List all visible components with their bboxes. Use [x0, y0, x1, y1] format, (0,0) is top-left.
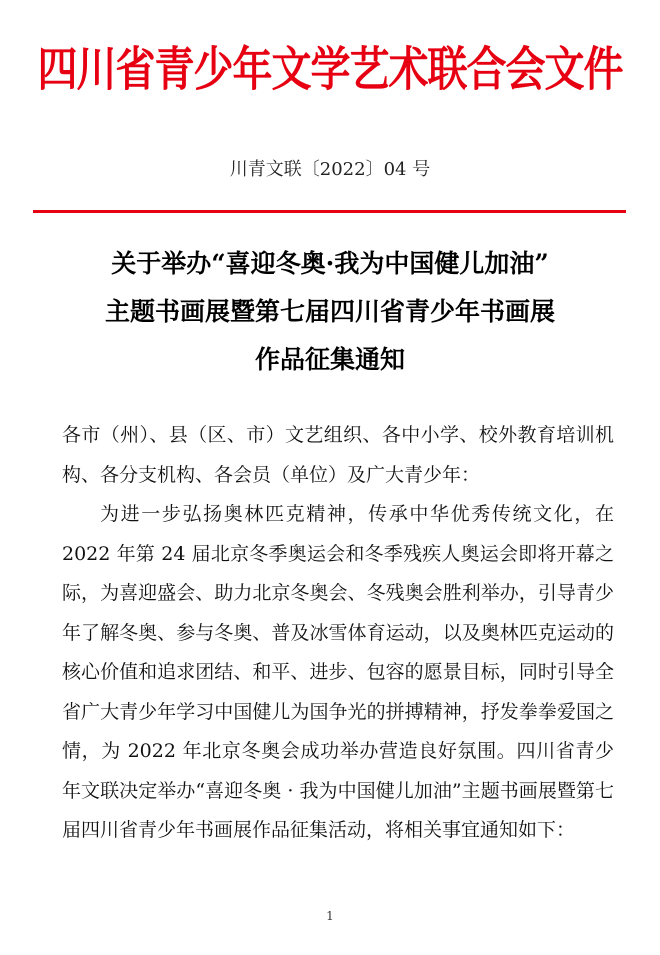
notice-body — [62, 416, 614, 851]
document-header-title: 四川省青少年文学艺术联合会文件 — [37, 42, 623, 98]
notice-title-line-3: 作品征集通知 — [254, 345, 405, 374]
notice-title-line-2: 主题书画展暨第七届四川省青少年书画展 — [104, 297, 555, 326]
body-paragraph: 为进一步弘扬奥林匹克精神，传承中华优秀传统文化，在 2022 年第 24 届北京冬季奥运会和冬季残疾人奥运会即将开幕之际，为喜迎盛会、助力北京冬奥会、冬残奥会胜利举办，引导青少年了解冬奥、参与冬奥、普及冰雪体育运动，以及奥林匹克运动的核心价值和追求团结、和平、进步、包容的愿景目标，同时引导全省广大青少年学习中国健儿为国争光的拼搏精神，抒发拳拳爱国之情，为 2022 年北京冬奥会成功举办营造良好氛围。四川省青少年文联决定举办“喜迎冬奥 · 我为中国健儿加油”主题书画展暨第七届四川省青少年书画展作品征集活动，将相关事宜通知如下： — [62, 503, 614, 841]
notice-title-line-1: 关于举办“喜迎冬奥·我为中国健儿加油” — [111, 249, 549, 278]
red-divider-line — [33, 210, 626, 213]
document-number: 川青文联〔2022〕04 号 — [229, 159, 431, 180]
salutation: 各市（州）、县（区、市）文艺组织、各中小学、校外教育培训机构、各分支机构、各会员（单位）及广大青少年： — [62, 424, 614, 486]
notice-title — [0, 240, 660, 384]
page-number: 1 — [326, 909, 334, 923]
